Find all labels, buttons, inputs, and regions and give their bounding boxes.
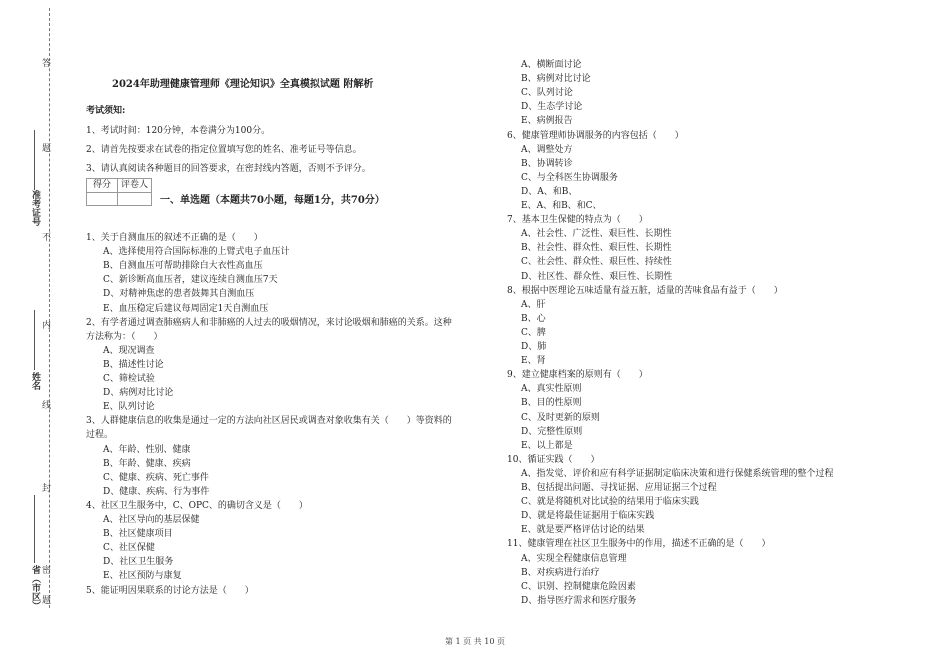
answer-option[interactable]: B、协调转诊 [521, 158, 573, 169]
answer-option[interactable]: C、筛检试验 [103, 374, 155, 384]
province-line [34, 495, 35, 563]
seal-char: 线 [40, 400, 50, 409]
answer-option[interactable]: B、心 [521, 313, 546, 324]
answer-option[interactable]: B、目的性原则 [521, 398, 582, 409]
answer-option[interactable]: A、实现全程健康信息管理 [521, 553, 627, 564]
binding-dashed-line [49, 8, 50, 608]
answer-option[interactable]: D、指导医疗需求和医疗服务 [521, 595, 637, 606]
answer-option[interactable]: A、现况调查 [103, 345, 155, 356]
answer-option[interactable]: E、就是要严格评估讨论的结果 [521, 525, 645, 536]
answer-option[interactable]: B、社会性、群众性、艰巨性、长期性 [521, 243, 672, 254]
answer-option[interactable]: C、脾 [521, 327, 546, 338]
question-text: 9、建立健康档案的原则有（ ） [507, 370, 648, 381]
answer-option[interactable]: A、肝 [521, 299, 546, 310]
answer-option[interactable]: B、社区健康项目 [103, 529, 173, 540]
answer-option[interactable]: A、调整处方 [521, 144, 573, 155]
score-input-row[interactable] [87, 192, 151, 206]
answer-option[interactable]: C、社区保健 [103, 543, 155, 554]
admission-number-label: 准考证号 [30, 190, 40, 226]
answer-option[interactable]: D、完整性原则 [521, 426, 583, 437]
question-text: 4、社区卫生服务中，C、OPC、的确切含义是（ ） [86, 500, 308, 511]
answer-option[interactable]: C、新诊断高血压者，建议连续自测血压7天 [103, 275, 278, 286]
answer-option[interactable]: D、健康、疾病、行为事件 [103, 486, 210, 497]
question-text: 8、根据中医理论五味适量有益五脏，适量的苦味食品有益于（ ） [507, 285, 783, 296]
score-box [86, 178, 152, 206]
answer-option[interactable]: D、社区卫生服务 [103, 557, 174, 568]
page-title: 2024年助理健康管理师《理论知识》全真模拟试题 附解析 [112, 79, 374, 90]
seal-char: 密 [40, 565, 50, 574]
question-text: 7、基本卫生保健的特点为（ ） [507, 215, 648, 226]
notice-item: 2、请首先按要求在试卷的指定位置填写您的姓名、准考证号等信息。 [86, 145, 362, 155]
answer-option[interactable]: C、与全科医生协调服务 [521, 172, 618, 183]
answer-option[interactable]: D、社区性、群众性、艰巨性、长期性 [521, 271, 673, 282]
notice-item: 3、请认真阅读各种题目的回答要求，在密封线内答题，否则不予评分。 [86, 164, 371, 174]
answer-option[interactable]: E、病例报告 [521, 116, 573, 127]
question-text: 5、能证明因果联系的讨论方法是（ ） [86, 585, 254, 596]
answer-option[interactable]: D、病例对比讨论 [103, 388, 174, 399]
province-label: 省（市区） [30, 565, 40, 610]
seal-char: 不 [40, 232, 50, 241]
answer-option[interactable]: E、A、和B、和C、 [521, 201, 602, 211]
seal-char: 题 [40, 143, 50, 152]
answer-option[interactable]: A、真实性原则 [521, 384, 582, 395]
question-text: 过程。 [86, 430, 114, 441]
answer-option[interactable]: C、社会性、群众性、艰巨性、持续性 [521, 257, 672, 268]
name-label: 姓名 [30, 372, 40, 390]
question-text: 3、人群健康信息的收集是通过一定的方法向社区居民或调查对象收集有关（ ）等资料的 [86, 416, 452, 427]
score-label: 得分 [87, 179, 118, 192]
notice-heading: 考试须知: [86, 106, 126, 116]
answer-option[interactable]: A、选择使用符合国际标准的上臂式电子血压计 [103, 247, 290, 258]
notice-item: 1、考试时间：120分钟，本卷满分为100分。 [86, 126, 271, 136]
answer-option[interactable]: A、社会性、广泛性、艰巨性、长期性 [521, 229, 672, 240]
answer-option[interactable]: A、指发觉、评价和应有科学证据制定临床决策和进行保健系统管理的整个过程 [521, 468, 834, 479]
answer-option[interactable]: A、横断面讨论 [521, 60, 582, 70]
answer-option[interactable]: A、社区导向的基层保健 [103, 515, 200, 525]
answer-option[interactable]: E、肾 [521, 356, 546, 367]
question-text: 2、有学者通过调查肺癌病人和非肺癌的人过去的吸烟情况，来讨论吸烟和肺癌的关系。这种 [86, 317, 452, 328]
answer-option[interactable]: C、识别、控制健康危险因素 [521, 581, 636, 592]
seal-char: 封 [40, 483, 50, 492]
answer-option[interactable]: B、自测血压可帮助排除白大衣性高血压 [103, 261, 263, 272]
answer-option[interactable]: A、年龄、性别、健康 [103, 444, 191, 455]
answer-option[interactable]: B、年龄、健康、疾病 [103, 458, 191, 469]
grader-label: 评卷人 [120, 180, 148, 190]
answer-option[interactable]: D、A、和B、 [521, 186, 578, 197]
seal-char: 答 [40, 58, 50, 67]
answer-option[interactable]: B、描述性讨论 [103, 359, 164, 370]
answer-option[interactable]: E、血压稳定后建议每周固定1天自测血压 [103, 303, 269, 314]
question-text: 11、健康管理在社区卫生服务中的作用，描述不正确的是（ ） [507, 539, 771, 550]
answer-option[interactable]: B、包括提出问题、寻找证据、应用证据三个过程 [521, 483, 717, 493]
answer-option[interactable]: C、就是将随机对比试验的结果用于临床实践 [521, 497, 699, 508]
answer-option[interactable]: E、社区预防与康复 [103, 571, 182, 582]
answer-option[interactable]: C、健康、疾病、死亡事件 [103, 472, 209, 483]
question-text: 10、循证实践（ ） [507, 454, 600, 465]
answer-option[interactable]: C、及时更新的原则 [521, 412, 600, 423]
answer-option[interactable]: E、以上都是 [521, 440, 573, 451]
answer-option[interactable]: D、对精神焦虑的患者鼓舞其自测血压 [103, 289, 255, 300]
name-line [34, 310, 35, 370]
question-text: 方法称为：（ ） [86, 331, 163, 342]
question-text: 1、关于自测血压的叙述不正确的是（ ） [86, 233, 263, 243]
answer-option[interactable]: E、队列讨论 [103, 402, 155, 413]
section-heading: 一、单选题（本题共70小题，每题1分，共70分） [160, 195, 385, 206]
answer-option[interactable]: B、对疾病进行治疗 [521, 567, 600, 578]
admission-number-line [34, 130, 35, 190]
seal-char: 题 [40, 595, 50, 604]
answer-option[interactable]: D、生态学讨论 [521, 102, 583, 113]
page-footer: 第 1 页 共 10 页 [445, 637, 505, 646]
answer-option[interactable]: D、肺 [521, 342, 547, 352]
question-text: 6、健康管理师协调服务的内容包括（ ） [507, 130, 684, 141]
answer-option[interactable]: C、队列讨论 [521, 88, 573, 99]
answer-option[interactable]: B、病例对比讨论 [521, 74, 591, 85]
answer-option[interactable]: D、就是将最佳证据用于临床实践 [521, 511, 655, 522]
seal-char: 内 [40, 320, 50, 329]
